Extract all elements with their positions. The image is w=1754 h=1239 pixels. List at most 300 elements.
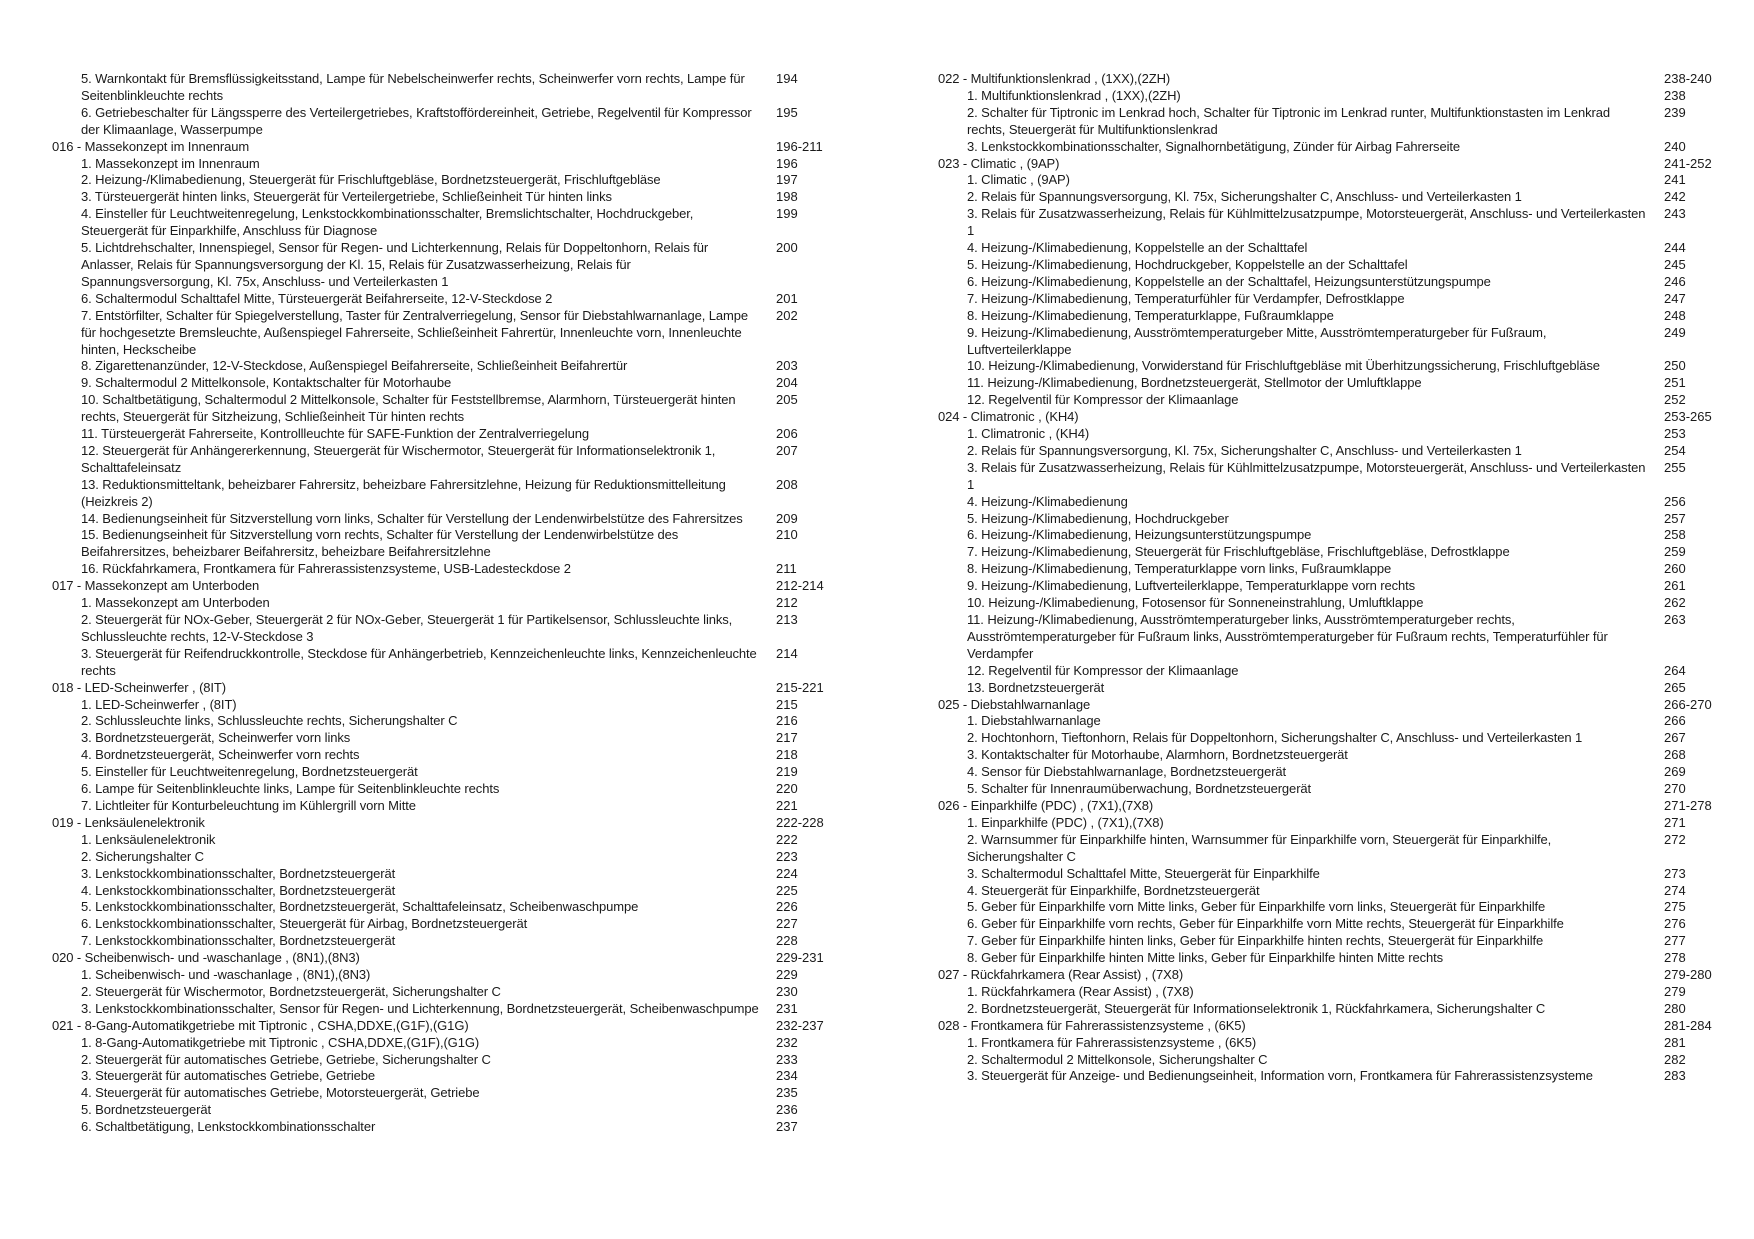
toc-page-number: 268 xyxy=(1664,747,1686,763)
toc-item xyxy=(938,291,1718,308)
toc-item xyxy=(938,1052,1718,1069)
toc-entry-title: 8. Zigarettenanzünder, 12-V-Steckdose, Außenspiegel Beifahrerseite, Schließeinheit Beifahrertür xyxy=(81,358,628,374)
toc-item xyxy=(938,358,1718,375)
toc-item xyxy=(938,916,1718,933)
toc-page-number: 201 xyxy=(776,290,798,306)
toc-page-number: 275 xyxy=(1664,899,1686,915)
toc-item xyxy=(52,443,822,477)
toc-entry-title: 7. Geber für Einparkhilfe hinten links, Geber für Einparkhilfe hinten rechts, Steuergerät für Einparkhilfe xyxy=(967,933,1544,949)
toc-page-number: 261 xyxy=(1664,578,1686,594)
toc-entry-title: 022 - Multifunktionslenkrad , (1XX),(2ZH) xyxy=(938,71,1171,86)
toc-section-heading xyxy=(52,815,822,832)
toc-entry-title: 4. Sensor für Diebstahlwarnanlage, Bordnetzsteuergerät xyxy=(967,764,1287,780)
toc-entry-title: 5. Warnkontakt für Bremsflüssigkeitsstand, Lampe für Nebelscheinwerfer rechts, Scheinwerfer vorn rechts, Lampe für Seitenblinkleuchte rechts xyxy=(81,71,745,103)
toc-page-number: 223 xyxy=(776,848,798,864)
toc-page-number: 229 xyxy=(776,967,798,983)
toc-item xyxy=(52,747,822,764)
toc-entry-title: 12. Regelventil für Kompressor der Klimaanlage xyxy=(967,662,1239,678)
toc-column-right xyxy=(938,71,1718,1085)
toc-item xyxy=(52,595,822,612)
toc-item xyxy=(938,511,1718,528)
toc-entry-title: 4. Heizung-/Klimabedienung xyxy=(967,493,1128,509)
toc-page-number: 225 xyxy=(776,882,798,898)
toc-section-heading xyxy=(52,950,822,967)
toc-section-heading xyxy=(52,1018,822,1035)
toc-page-number: 241-252 xyxy=(1664,155,1712,171)
toc-page-number: 209 xyxy=(776,510,798,526)
toc-item xyxy=(52,358,822,375)
toc-page-number: 240 xyxy=(1664,138,1686,154)
toc-item xyxy=(938,595,1718,612)
toc-entry-title: 023 - Climatic , (9AP) xyxy=(938,155,1060,171)
toc-entry-title: 6. Lampe für Seitenblinkleuchte links, Lampe für Seitenblinkleuchte rechts xyxy=(81,781,500,797)
toc-item xyxy=(938,527,1718,544)
toc-item xyxy=(52,781,822,798)
toc-item xyxy=(52,1035,822,1052)
toc-entry-title: 4. Steuergerät für Einparkhilfe, Bordnetzsteuergerät xyxy=(967,882,1260,898)
toc-item xyxy=(938,561,1718,578)
toc-entry-title: 6. Lenkstockkombinationsschalter, Steuergerät für Airbag, Bordnetzsteuergerät xyxy=(81,916,528,932)
toc-item xyxy=(52,933,822,950)
toc-page-number: 244 xyxy=(1664,240,1686,256)
toc-page-number: 219 xyxy=(776,764,798,780)
toc-entry-title: 1. Climatic , (9AP) xyxy=(967,172,1070,188)
toc-item xyxy=(52,105,822,139)
toc-entry-title: 13. Reduktionsmitteltank, beheizbarer Fahrersitz, beheizbare Fahrersitzlehne, Heizung für Reduktionsmittelleitung (Heizkreis 2) xyxy=(81,476,726,509)
toc-page-number: 276 xyxy=(1664,916,1686,932)
toc-entry-title: 017 - Massekonzept am Unterboden xyxy=(52,578,260,594)
toc-section-heading xyxy=(938,156,1718,173)
toc-entry-title: 11. Heizung-/Klimabedienung, Bordnetzsteuergerät, Stellmotor der Umluftklappe xyxy=(967,375,1422,391)
toc-item xyxy=(52,984,822,1001)
toc-item xyxy=(938,392,1718,409)
toc-item xyxy=(938,274,1718,291)
toc-page-number: 194 xyxy=(776,71,798,86)
toc-entry-title: 4. Lenkstockkombinationsschalter, Bordnetzsteuergerät xyxy=(81,882,396,898)
toc-page-number: 229-231 xyxy=(776,950,824,966)
toc-page-number: 222-228 xyxy=(776,814,824,830)
toc-item xyxy=(52,156,822,173)
toc-item xyxy=(52,527,822,561)
toc-page-number: 224 xyxy=(776,865,798,881)
toc-entry-title: 5. Heizung-/Klimabedienung, Hochdruckgeber, Koppelstelle an der Schalttafel xyxy=(967,256,1408,272)
toc-entry-title: 1. 8-Gang-Automatikgetriebe mit Tiptronic , CSHA,DDXE,(G1F),(G1G) xyxy=(81,1034,480,1050)
toc-item xyxy=(938,189,1718,206)
toc-entry-title: 1. Rückfahrkamera (Rear Assist) , (7X8) xyxy=(967,983,1194,999)
toc-item xyxy=(938,240,1718,257)
toc-item xyxy=(52,730,822,747)
toc-item xyxy=(52,1102,822,1119)
toc-item xyxy=(938,88,1718,105)
toc-page-number: 274 xyxy=(1664,882,1686,898)
toc-page-number: 239 xyxy=(1664,104,1686,120)
toc-section-heading xyxy=(938,697,1718,714)
toc-page-number: 267 xyxy=(1664,730,1686,746)
toc-page-number: 277 xyxy=(1664,933,1686,949)
toc-page-number: 208 xyxy=(776,476,798,492)
toc-item xyxy=(938,544,1718,561)
toc-item xyxy=(52,713,822,730)
toc-item xyxy=(52,426,822,443)
toc-page-number: 260 xyxy=(1664,561,1686,577)
toc-entry-title: 8. Geber für Einparkhilfe hinten Mitte links, Geber für Einparkhilfe hinten Mitte rechts xyxy=(967,950,1444,966)
toc-item xyxy=(52,832,822,849)
toc-entry-title: 6. Getriebeschalter für Längssperre des Verteilergetriebes, Kraftstoffördereinheit, Getriebe, Regelventil für Kompressor der Klimaanlage, Wasserpumpe xyxy=(81,104,752,137)
toc-item xyxy=(938,308,1718,325)
toc-section-heading xyxy=(938,798,1718,815)
toc-page-number: 269 xyxy=(1664,764,1686,780)
toc-item xyxy=(52,392,822,426)
toc-item xyxy=(938,1001,1718,1018)
toc-entry-title: 10. Schaltbetätigung, Schaltermodul 2 Mittelkonsole, Schalter für Feststellbremse, Alarmhorn, Türsteuergerät hinten rechts, Steuergerät für Sitzheizung, Schließeinheit Tür hinten rechts xyxy=(81,392,736,425)
toc-page-number: 238-240 xyxy=(1664,71,1712,86)
toc-entry-title: 1. Climatronic , (KH4) xyxy=(967,426,1090,442)
toc-entry-title: 7. Heizung-/Klimabedienung, Steuergerät für Frischluftgebläse, Frischluftgebläse, Defrostklappe xyxy=(967,544,1510,560)
toc-item xyxy=(938,781,1718,798)
toc-page-number: 253-265 xyxy=(1664,409,1712,425)
toc-entry-title: 3. Lenkstockkombinationsschalter, Signalhornbetätigung, Zünder für Airbag Fahrerseite xyxy=(967,138,1461,154)
toc-entry-title: 018 - LED-Scheinwerfer , (8IT) xyxy=(52,679,227,695)
toc-item xyxy=(52,697,822,714)
toc-page-number: 212 xyxy=(776,595,798,611)
toc-entry-title: 4. Heizung-/Klimabedienung, Koppelstelle an der Schalttafel xyxy=(967,240,1308,256)
toc-item xyxy=(938,680,1718,697)
toc-page-number: 198 xyxy=(776,189,798,205)
toc-item xyxy=(52,849,822,866)
toc-page-number: 250 xyxy=(1664,358,1686,374)
toc-page-number: 271 xyxy=(1664,814,1686,830)
toc-item xyxy=(938,257,1718,274)
toc-item xyxy=(938,206,1718,240)
toc-entry-title: 3. Türsteuergerät hinten links, Steuergerät für Verteilergetriebe, Schließeinheit Tür hinten links xyxy=(81,189,612,205)
toc-page-number: 256 xyxy=(1664,493,1686,509)
toc-section-heading xyxy=(52,680,822,697)
toc-section-heading xyxy=(938,71,1718,88)
toc-page-number: 241 xyxy=(1664,172,1686,188)
toc-page-number: 197 xyxy=(776,172,798,188)
toc-item xyxy=(52,561,822,578)
toc-entry-title: 7. Lenkstockkombinationsschalter, Bordnetzsteuergerät xyxy=(81,933,396,949)
toc-item xyxy=(938,172,1718,189)
toc-page-number: 283 xyxy=(1664,1068,1686,1084)
toc-page-number: 232-237 xyxy=(776,1017,824,1033)
toc-item xyxy=(938,460,1718,494)
toc-page-number: 271-278 xyxy=(1664,797,1712,813)
toc-page-number: 278 xyxy=(1664,950,1686,966)
toc-page-number: 221 xyxy=(776,797,798,813)
toc-page-number: 279-280 xyxy=(1664,967,1712,983)
toc-entry-title: 4. Bordnetzsteuergerät, Scheinwerfer vorn rechts xyxy=(81,747,360,763)
toc-section-heading xyxy=(52,578,822,595)
toc-page-number: 266 xyxy=(1664,713,1686,729)
toc-entry-title: 1. Massekonzept am Unterboden xyxy=(81,595,270,611)
toc-entry-title: 13. Bordnetzsteuergerät xyxy=(967,679,1105,695)
toc-entry-title: 1. Einparkhilfe (PDC) , (7X1),(7X8) xyxy=(967,814,1164,830)
toc-item xyxy=(938,899,1718,916)
toc-entry-title: 10. Heizung-/Klimabedienung, Fotosensor für Sonneneinstrahlung, Umluftklappe xyxy=(967,595,1424,611)
toc-page-number: 220 xyxy=(776,781,798,797)
toc-section-heading xyxy=(938,1018,1718,1035)
toc-page-number: 196-211 xyxy=(776,138,823,154)
toc-entry-title: 3. Kontaktschalter für Motorhaube, Alarmhorn, Bordnetzsteuergerät xyxy=(967,747,1348,763)
toc-column-left xyxy=(52,71,822,1136)
toc-page-number: 218 xyxy=(776,747,798,763)
toc-item xyxy=(52,612,822,646)
toc-entry-title: 5. Schalter für Innenraumüberwachung, Bordnetzsteuergerät xyxy=(967,781,1312,797)
toc-item xyxy=(938,1035,1718,1052)
toc-page-number: 210 xyxy=(776,527,798,543)
toc-item xyxy=(52,291,822,308)
toc-section-heading xyxy=(938,967,1718,984)
toc-page-number: 203 xyxy=(776,358,798,374)
toc-page-number: 207 xyxy=(776,442,798,458)
toc-item xyxy=(52,189,822,206)
toc-page-number: 264 xyxy=(1664,662,1686,678)
toc-entry-title: 3. Schaltermodul Schalttafel Mitte, Steuergerät für Einparkhilfe xyxy=(967,865,1320,881)
toc-item xyxy=(52,172,822,189)
toc-entry-title: 5. Lenkstockkombinationsschalter, Bordnetzsteuergerät, Schalttafeleinsatz, Scheibenwaschpumpe xyxy=(81,899,639,915)
toc-page-number: 231 xyxy=(776,1000,798,1016)
toc-page-number: 196 xyxy=(776,155,798,171)
toc-page-number: 205 xyxy=(776,392,798,408)
toc-page-number: 227 xyxy=(776,916,798,932)
toc-page-number: 195 xyxy=(776,104,798,120)
toc-item xyxy=(52,477,822,511)
toc-entry-title: 2. Schalter für Tiptronic im Lenkrad hoch, Schalter für Tiptronic im Lenkrad runter, Multifunktionstasten im Lenkrad rechts, Steuergerät für Multifunktionslenkrad xyxy=(967,104,1611,137)
toc-entry-title: 1. Lenksäulenelektronik xyxy=(81,831,216,847)
toc-entry-title: 2. Hochtonhorn, Tieftonhorn, Relais für Doppeltonhorn, Sicherungshalter C, Anschluss- und Verteilerkasten 1 xyxy=(967,730,1583,746)
toc-entry-title: 11. Heizung-/Klimabedienung, Ausströmtemperaturgeber links, Ausströmtemperaturgeber rechts, Ausströmtemperaturgeber für Fußraum links, Ausströmtemperaturgeber für Fußraum rechts, Temperaturfühler für Verdampfer xyxy=(967,612,1608,661)
toc-page-number: 263 xyxy=(1664,612,1686,627)
toc-entry-title: 2. Relais für Spannungsversorgung, Kl. 75x, Sicherungshalter C, Anschluss- und Verteilerkasten 1 xyxy=(967,189,1522,205)
toc-item xyxy=(52,1001,822,1018)
toc-entry-title: 2. Bordnetzsteuergerät, Steuergerät für Informationselektronik 1, Rückfahrkamera, Sicherungshalter C xyxy=(967,1000,1546,1016)
toc-entry-title: 2. Schaltermodul 2 Mittelkonsole, Sicherungshalter C xyxy=(967,1051,1268,1067)
toc-page-number: 213 xyxy=(776,612,798,627)
toc-item xyxy=(52,206,822,240)
toc-entry-title: 6. Schaltermodul Schalttafel Mitte, Türsteuergerät Beifahrerseite, 12-V-Steckdose 2 xyxy=(81,290,553,306)
toc-page-number: 235 xyxy=(776,1085,798,1101)
toc-item xyxy=(52,1119,822,1136)
toc-page-number: 272 xyxy=(1664,831,1686,847)
toc-page-number: 249 xyxy=(1664,324,1686,340)
toc-item xyxy=(938,105,1718,139)
toc-item xyxy=(52,1052,822,1069)
toc-entry-title: 1. Frontkamera für Fahrerassistenzsysteme , (6K5) xyxy=(967,1034,1257,1050)
toc-entry-title: 8. Heizung-/Klimabedienung, Temperaturklappe, Fußraumklappe xyxy=(967,307,1334,323)
toc-page-number: 253 xyxy=(1664,426,1686,442)
toc-page-number: 226 xyxy=(776,899,798,915)
toc-entry-title: 9. Heizung-/Klimabedienung, Ausströmtemperaturgeber Mitte, Ausströmtemperaturgeber für Fußraum, Luftverteilerklappe xyxy=(967,324,1547,357)
toc-item xyxy=(52,967,822,984)
toc-item xyxy=(938,325,1718,359)
toc-page-number: 273 xyxy=(1664,865,1686,881)
toc-entry-title: 6. Heizung-/Klimabedienung, Koppelstelle an der Schalttafel, Heizungsunterstützungspumpe xyxy=(967,273,1491,289)
toc-page-number: 262 xyxy=(1664,595,1686,611)
toc-entry-title: 8. Heizung-/Klimabedienung, Temperaturklappe vorn links, Fußraumklappe xyxy=(967,561,1392,577)
toc-entry-title: 2. Steuergerät für NOx-Geber, Steuergerät 2 für NOx-Geber, Steuergerät 1 für Partikelsensor, Schlussleuchte links, Schlussleuchte rechts, 12-V-Steckdose 3 xyxy=(81,612,733,644)
toc-entry-title: 3. Lenkstockkombinationsschalter, Sensor für Regen- und Lichterkennung, Bordnetzsteuergerät, Scheibenwaschpumpe xyxy=(81,1000,759,1016)
toc-entry-title: 3. Relais für Zusatzwasserheizung, Relais für Kühlmittelzusatzpumpe, Motorsteuergerät, Anschluss- und Verteilerkasten 1 xyxy=(967,206,1646,239)
toc-entry-title: 016 - Massekonzept im Innenraum xyxy=(52,138,250,154)
toc-page-number: 245 xyxy=(1664,256,1686,272)
toc-page-number: 266-270 xyxy=(1664,696,1712,712)
toc-entry-title: 9. Heizung-/Klimabedienung, Luftverteilerklappe, Temperaturklappe vorn rechts xyxy=(967,578,1416,594)
toc-entry-title: 3. Steuergerät für Anzeige- und Bedienungseinheit, Information vorn, Frontkamera für Fahrerassistenzsysteme xyxy=(967,1068,1593,1084)
toc-item xyxy=(938,933,1718,950)
toc-section-heading xyxy=(52,139,822,156)
toc-entry-title: 1. Massekonzept im Innenraum xyxy=(81,155,260,171)
toc-page-number: 258 xyxy=(1664,527,1686,543)
toc-entry-title: 16. Rückfahrkamera, Frontkamera für Fahrerassistenzsysteme, USB-Ladesteckdose 2 xyxy=(81,561,571,577)
toc-page-number: 270 xyxy=(1664,781,1686,797)
toc-item xyxy=(938,815,1718,832)
toc-entry-title: 027 - Rückfahrkamera (Rear Assist) , (7X8) xyxy=(938,967,1184,983)
toc-entry-title: 2. Relais für Spannungsversorgung, Kl. 75x, Sicherungshalter C, Anschluss- und Verteilerkasten 1 xyxy=(967,442,1522,458)
toc-entry-title: 12. Steuergerät für Anhängererkennung, Steuergerät für Wischermotor, Steuergerät für Informationselektronik 1, Schalttafeleinsatz xyxy=(81,442,716,475)
toc-item xyxy=(938,747,1718,764)
toc-page-number: 233 xyxy=(776,1051,798,1067)
toc-page-number: 282 xyxy=(1664,1051,1686,1067)
toc-entry-title: 2. Schlussleuchte links, Schlussleuchte rechts, Sicherungshalter C xyxy=(81,713,458,729)
toc-item xyxy=(52,883,822,900)
toc-entry-title: 025 - Diebstahlwarnanlage xyxy=(938,696,1091,712)
toc-item xyxy=(52,1068,822,1085)
toc-entry-title: 3. Lenkstockkombinationsschalter, Bordnetzsteuergerät xyxy=(81,865,396,881)
toc-entry-title: 3. Relais für Zusatzwasserheizung, Relais für Kühlmittelzusatzpumpe, Motorsteuergerät, Anschluss- und Verteilerkasten 1 xyxy=(967,459,1646,492)
toc-entry-title: 5. Bordnetzsteuergerät xyxy=(81,1102,212,1118)
toc-section-heading xyxy=(938,409,1718,426)
toc-entry-title: 7. Lichtleiter für Konturbeleuchtung im Kühlergrill vorn Mitte xyxy=(81,797,416,813)
toc-item xyxy=(938,883,1718,900)
toc-item xyxy=(938,1068,1718,1085)
toc-entry-title: 14. Bedienungseinheit für Sitzverstellung vorn links, Schalter für Verstellung der Lendenwirbelstütze des Fahrersitzes xyxy=(81,510,743,526)
toc-page-number: 232 xyxy=(776,1034,798,1050)
toc-entry-title: 3. Bordnetzsteuergerät, Scheinwerfer vorn links xyxy=(81,730,351,746)
toc-item xyxy=(52,71,822,105)
toc-page-number: 215-221 xyxy=(776,679,824,695)
toc-item xyxy=(52,899,822,916)
toc-page-number: 206 xyxy=(776,426,798,442)
toc-entry-title: 026 - Einparkhilfe (PDC) , (7X1),(7X8) xyxy=(938,797,1154,813)
toc-entry-title: 2. Warnsummer für Einparkhilfe hinten, Warnsummer für Einparkhilfe vorn, Steuergerät für Einparkhilfe, Sicherungshalter C xyxy=(967,831,1552,864)
toc-item xyxy=(938,764,1718,781)
toc-entry-title: 10. Heizung-/Klimabedienung, Vorwiderstand für Frischluftgebläse mit Überhitzungssicherung, Frischluftgebläse xyxy=(967,358,1600,374)
toc-page-number: 248 xyxy=(1664,307,1686,323)
toc-entry-title: 7. Entstörfilter, Schalter für Spiegelverstellung, Taster für Zentralverriegelung, Sensor für Diebstahlwarnanlage, Lampe für hochgesetzte Bremsleuchte, Außenspiegel Fahrerseite, Schließeinheit Fahrertür, Innenleuchte vorn, Innenleuchte hinten, Heckscheibe xyxy=(81,307,749,357)
toc-entry-title: 5. Einsteller für Leuchtweitenregelung, Bordnetzsteuergerät xyxy=(81,764,418,780)
toc-entry-title: 6. Schaltbetätigung, Lenkstockkombinationsschalter xyxy=(81,1119,376,1135)
toc-page-number: 265 xyxy=(1664,679,1686,695)
toc-page-number: 199 xyxy=(776,206,798,222)
toc-entry-title: 2. Sicherungshalter C xyxy=(81,848,204,864)
toc-entry-title: 5. Lichtdrehschalter, Innenspiegel, Sensor für Regen- und Lichterkennung, Relais für Doppeltonhorn, Relais für Anlasser, Relais für Spannungsversorgung der Kl. 15, Relais für Zusatzwasserheizung, Relais für Spannungsversorgung, Kl. 75x, Anschluss- und Verteilerkasten 1 xyxy=(81,240,709,289)
toc-page-number: 230 xyxy=(776,983,798,999)
toc-item xyxy=(52,375,822,392)
toc-page-number: 242 xyxy=(1664,189,1686,205)
toc-page-number: 252 xyxy=(1664,392,1686,408)
toc-item xyxy=(938,612,1718,663)
toc-page-number: 246 xyxy=(1664,273,1686,289)
toc-page-number: 238 xyxy=(1664,87,1686,103)
toc-item xyxy=(938,713,1718,730)
toc-entry-title: 1. Diebstahlwarnanlage xyxy=(967,713,1101,729)
toc-page-number: 234 xyxy=(776,1068,798,1084)
toc-page-number: 214 xyxy=(776,645,798,661)
toc-page-number: 202 xyxy=(776,307,798,323)
toc-entry-title: 9. Schaltermodul 2 Mittelkonsole, Kontaktschalter für Motorhaube xyxy=(81,375,452,391)
toc-entry-title: 4. Einsteller für Leuchtweitenregelung, Lenkstockkombinationsschalter, Bremslichtschalter, Hochdruckgeber, Steuergerät für Einparkhilfe, Anschluss für Diagnose xyxy=(81,206,694,239)
toc-page-number: 259 xyxy=(1664,544,1686,560)
toc-item xyxy=(52,240,822,291)
toc-item xyxy=(938,866,1718,883)
toc-item xyxy=(52,1085,822,1102)
toc-page-number: 215 xyxy=(776,696,798,712)
toc-item xyxy=(938,730,1718,747)
toc-item xyxy=(938,578,1718,595)
toc-page-number: 281 xyxy=(1664,1034,1686,1050)
toc-entry-title: 024 - Climatronic , (KH4) xyxy=(938,409,1079,425)
toc-item xyxy=(938,832,1718,866)
toc-item xyxy=(938,984,1718,1001)
toc-item xyxy=(52,308,822,359)
toc-entry-title: 6. Heizung-/Klimabedienung, Heizungsunterstützungspumpe xyxy=(967,527,1312,543)
toc-entry-title: 1. LED-Scheinwerfer , (8IT) xyxy=(81,696,237,712)
toc-page-number: 257 xyxy=(1664,510,1686,526)
toc-item xyxy=(52,646,822,680)
toc-item xyxy=(52,798,822,815)
toc-page-number: 200 xyxy=(776,240,798,256)
toc-page-number: 251 xyxy=(1664,375,1686,391)
toc-item xyxy=(938,375,1718,392)
toc-page-number: 279 xyxy=(1664,983,1686,999)
toc-page-number: 243 xyxy=(1664,206,1686,222)
toc-entry-title: 6. Geber für Einparkhilfe vorn rechts, Geber für Einparkhilfe vorn Mitte rechts, Steuergerät für Einparkhilfe xyxy=(967,916,1564,932)
toc-item xyxy=(52,764,822,781)
toc-entry-title: 4. Steuergerät für automatisches Getriebe, Motorsteuergerät, Getriebe xyxy=(81,1085,480,1101)
toc-item xyxy=(52,916,822,933)
toc-page-number: 247 xyxy=(1664,290,1686,306)
toc-page-number: 212-214 xyxy=(776,578,824,594)
toc-entry-title: 1. Scheibenwisch- und -waschanlage , (8N1),(8N3) xyxy=(81,967,371,983)
toc-entry-title: 5. Heizung-/Klimabedienung, Hochdruckgeber xyxy=(967,510,1229,526)
toc-page-number: 217 xyxy=(776,730,798,746)
toc-item xyxy=(938,494,1718,511)
toc-entry-title: 1. Multifunktionslenkrad , (1XX),(2ZH) xyxy=(967,87,1181,103)
toc-entry-title: 020 - Scheibenwisch- und -waschanlage , (8N1),(8N3) xyxy=(52,950,360,966)
toc-page-number: 204 xyxy=(776,375,798,391)
toc-entry-title: 15. Bedienungseinheit für Sitzverstellung vorn rechts, Schalter für Verstellung der Lendenwirbelstütze des Beifahrersitzes, beheizbarer Beifahrersitz, beheizbare Beifahrersitzlehne xyxy=(81,527,679,560)
toc-entry-title: 7. Heizung-/Klimabedienung, Temperaturfühler für Verdampfer, Defrostklappe xyxy=(967,290,1405,306)
toc-page-number: 281-284 xyxy=(1664,1017,1712,1033)
toc-entry-title: 2. Steuergerät für Wischermotor, Bordnetzsteuergerät, Sicherungshalter C xyxy=(81,983,501,999)
toc-entry-title: 3. Steuergerät für automatisches Getriebe, Getriebe xyxy=(81,1068,376,1084)
toc-page-number: 236 xyxy=(776,1102,798,1118)
toc-item xyxy=(938,139,1718,156)
toc-entry-title: 3. Steuergerät für Reifendruckkontrolle, Steckdose für Anhängerbetrieb, Kennzeichenleuchte links, Kennzeichenleuchte rechts xyxy=(81,645,757,678)
toc-item xyxy=(52,866,822,883)
toc-entry-title: 2. Steuergerät für automatisches Getriebe, Getriebe, Sicherungshalter C xyxy=(81,1051,491,1067)
toc-page-number: 222 xyxy=(776,831,798,847)
toc-entry-title: 019 - Lenksäulenelektronik xyxy=(52,814,205,830)
toc-page-number: 280 xyxy=(1664,1000,1686,1016)
toc-entry-title: 12. Regelventil für Kompressor der Klimaanlage xyxy=(967,392,1239,408)
toc-page-number: 211 xyxy=(776,561,797,577)
toc-page-number: 216 xyxy=(776,713,798,729)
toc-entry-title: 2. Heizung-/Klimabedienung, Steuergerät für Frischluftgebläse, Bordnetzsteuergerät, Frischluftgebläse xyxy=(81,172,661,188)
toc-item xyxy=(938,426,1718,443)
toc-entry-title: 028 - Frontkamera für Fahrerassistenzsysteme , (6K5) xyxy=(938,1017,1246,1033)
